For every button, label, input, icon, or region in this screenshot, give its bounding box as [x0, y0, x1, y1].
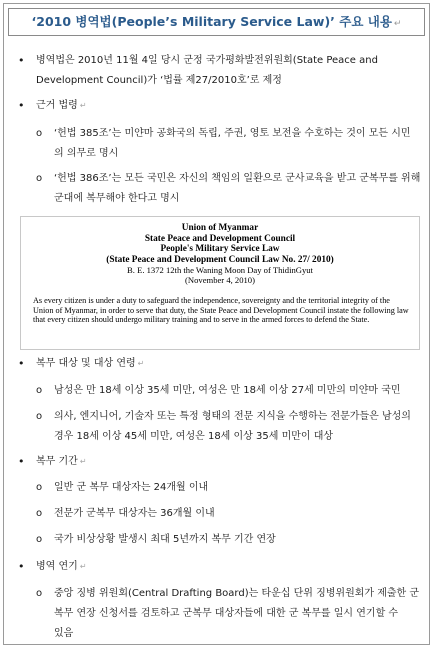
item-line: 군대에 복무해야 한다고 명시: [54, 193, 180, 204]
circle-bullet-icon: o: [36, 128, 43, 139]
bullet-icon: •: [18, 455, 25, 468]
law-line-number: (State Peace and Development Council Law No. 27/ 2010): [106, 254, 334, 265]
document-page: [3, 3, 430, 645]
item-line: 경우 18세 이상 45세 미만, 여성은 18세 이상 35세 미만이 대상: [54, 431, 334, 442]
item-text: 전문가 군복무 대상자는 36개월 이내: [54, 508, 215, 519]
list-item: [18, 557, 421, 577]
law-line-title: People's Military Service Law: [160, 244, 280, 254]
circle-bullet-icon: o: [36, 411, 43, 422]
sub-list-item: [36, 381, 422, 401]
circle-bullet-icon: o: [36, 534, 43, 545]
document-title: [8, 8, 425, 36]
law-excerpt-image: [20, 216, 420, 350]
circle-bullet-icon: o: [36, 385, 43, 396]
title-text: ‘2010 병역법(People’s Military Service Law)’ 주요 내용: [31, 14, 392, 29]
item-line: 의 의무로 명시: [54, 148, 119, 159]
law-line-council: State Peace and Development Council: [144, 233, 296, 244]
list-item: [18, 354, 421, 374]
sub-list-item: [36, 478, 422, 498]
list-item: [18, 452, 421, 472]
list-item: [18, 96, 421, 116]
circle-bullet-icon: o: [36, 173, 43, 184]
item-line: ‘헌법 386조’는 모든 국민은 자신의 책임의 일환으로 군사교육을 받고 군복무를 위해: [54, 173, 421, 184]
item-line: 중앙 징병 위원회(Central Drafting Board)는 타운십 단위 징병위원회가 제출한 군: [54, 588, 420, 599]
circle-bullet-icon: o: [36, 482, 43, 493]
circle-bullet-icon: o: [36, 588, 43, 599]
item-line: ‘헌법 385조’는 미얀마 공화국의 독립, 주권, 영토 보전을 수호하는 것이 모든 시민: [54, 128, 411, 139]
law-line-date: (November 4, 2010): [185, 275, 255, 285]
item-text: 복무 기간: [36, 456, 78, 467]
bullet-icon: •: [18, 560, 25, 573]
law-body-text: As every citizen is under a duty to safeguard the independence, sovereignty and the territorial integrity of the Union of Myanmar, in order to serve that duty, the State Peace and Development Council instate the following law that every citizen should undergo military training and to serve in the armed forces to defend the State.: [33, 296, 409, 325]
sub-list-item: [36, 124, 422, 164]
sub-list-item: [36, 407, 422, 447]
law-line-date-lunar: B. E. 1372 12th the Waning Moon Day of ThidinGyut: [127, 265, 313, 275]
bullet-icon: •: [18, 54, 25, 67]
list-item: [18, 51, 421, 91]
sub-list-item: [36, 169, 422, 209]
item-text: 남성은 만 18세 이상 35세 미만, 여성은 만 18세 이상 27세 미만의 미얀마 국민: [54, 385, 401, 396]
sub-list-item: [36, 530, 422, 550]
item-line: 의사, 엔지니어, 기술자 또는 특정 형태의 전문 지식을 수행하는 전문가들은 남성의: [54, 411, 411, 422]
item-line: 있음: [54, 628, 74, 639]
item-line: 복무 연장 신청서를 검토하고 군복무 대상자들에 대한 군 복무를 일시 연기할 수: [54, 608, 399, 619]
sub-list-item: [36, 504, 422, 524]
paragraph-mark-icon: ↵: [137, 359, 145, 368]
item-text: 일반 군 복무 대상자는 24개월 이내: [54, 482, 209, 493]
sub-list-item: [36, 584, 422, 644]
item-text: 병역 연기: [36, 561, 78, 572]
item-text: 국가 비상상황 발생시 최대 5년까지 복무 기간 연장: [54, 534, 276, 545]
paragraph-mark-icon: ↵: [393, 19, 402, 29]
bullet-icon: •: [18, 357, 25, 370]
paragraph-mark-icon: ↵: [79, 562, 87, 571]
circle-bullet-icon: o: [36, 508, 43, 519]
paragraph-mark-icon: ↵: [79, 457, 87, 466]
bullet-icon: •: [18, 99, 25, 112]
paragraph-mark-icon: ↵: [79, 101, 87, 110]
item-text: 근거 법령: [36, 100, 78, 111]
item-line: Development Council)가 ‘법률 제27/2010호’로 제정: [36, 75, 282, 86]
law-line-union: Union of Myanmar: [181, 223, 259, 233]
item-text: 복무 대상 및 대상 연령: [36, 358, 136, 369]
item-line: 병역법은 2010년 11월 4일 당시 군정 국가평화발전위원회(State Peace and: [36, 55, 378, 66]
